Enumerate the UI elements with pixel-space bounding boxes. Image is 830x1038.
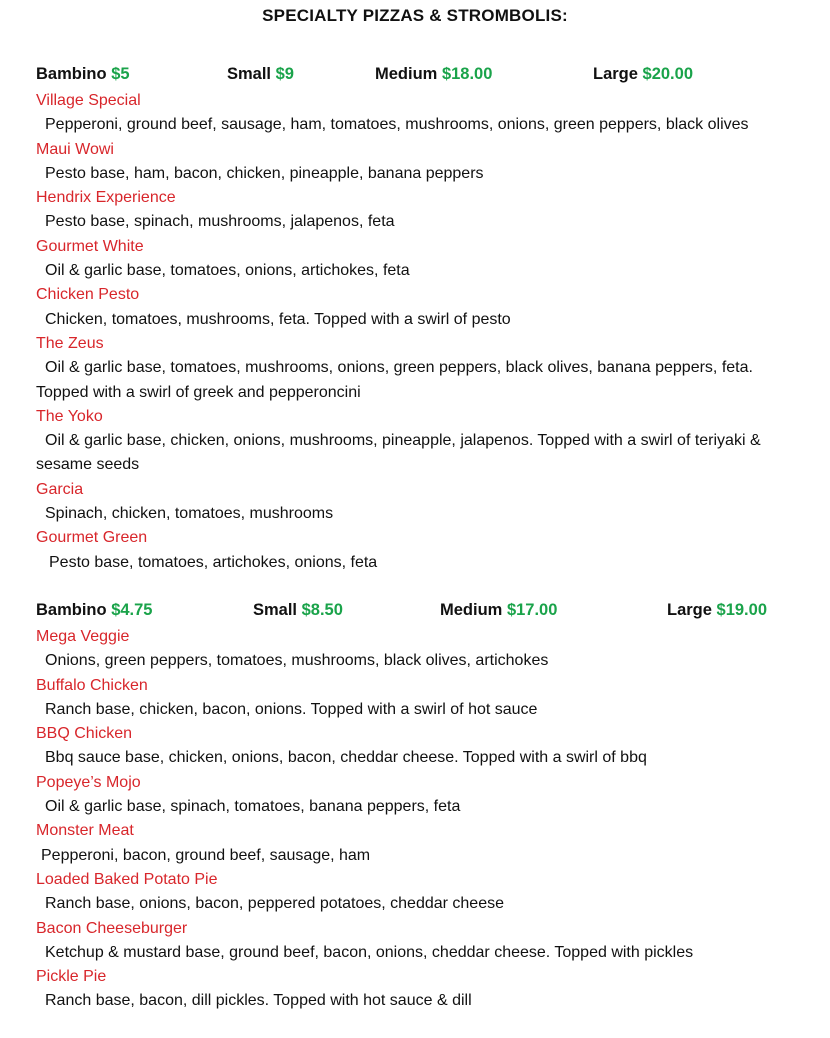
menu-item-name: BBQ Chicken (36, 725, 133, 743)
menu-item-name: Garcia (36, 480, 84, 498)
menu-item-name: Pickle Pie (36, 968, 107, 986)
menu-list-1 (36, 89, 806, 575)
price-value: $8.50 (301, 601, 343, 619)
size-label: Medium (375, 65, 438, 83)
size-label: Small (227, 65, 272, 83)
menu-title: SPECIALTY PIZZAS & STROMBOLIS: (262, 6, 568, 25)
menu-item-desc: Oil & garlic base, tomatoes, onions, artichokes, feta (45, 262, 410, 280)
price-value: $18.00 (441, 65, 493, 83)
price-bambino (36, 601, 152, 620)
menu-item-desc: Ranch base, bacon, dill pickles. Topped with hot sauce & dill (45, 992, 472, 1010)
menu-item-desc: Onions, green peppers, tomatoes, mushrooms, black olives, artichokes (45, 652, 549, 670)
menu-item-name: Bacon Cheeseburger (36, 919, 188, 937)
price-medium (375, 65, 492, 84)
price-value: $20.00 (642, 65, 693, 83)
menu-item-desc: Oil & garlic base, chicken, onions, mushrooms, pineapple, jalapenos. Topped with a swirl of teriyaki & sesame seeds (36, 432, 761, 474)
size-label: Bambino (36, 65, 107, 83)
price-small (253, 601, 343, 620)
price-large (667, 601, 767, 620)
price-medium (440, 601, 557, 620)
size-label: Large (593, 65, 638, 83)
menu-item-name: Loaded Baked Potato Pie (36, 870, 218, 888)
menu-item-desc: Ranch base, chicken, bacon, onions. Topped with a swirl of hot sauce (45, 700, 538, 718)
menu-item-name: The Zeus (36, 334, 104, 352)
menu-item-desc: Oil & garlic base, spinach, tomatoes, banana peppers, feta (45, 798, 461, 816)
menu-item-name: Gourmet Green (36, 529, 148, 547)
menu-item-desc: Pesto base, ham, bacon, chicken, pineapple, banana peppers (45, 164, 484, 182)
price-row-2 (36, 601, 796, 621)
price-row-1 (36, 65, 796, 85)
menu-item-desc: Pepperoni, ground beef, sausage, ham, tomatoes, mushrooms, onions, green peppers, black olives (45, 116, 749, 134)
menu-item-name: Monster Meat (36, 822, 134, 840)
menu-item-desc: Pesto base, tomatoes, artichokes, onions, feta (49, 553, 378, 571)
price-bambino (36, 65, 130, 84)
price-value: $17.00 (506, 601, 558, 619)
menu-item-desc: Spinach, chicken, tomatoes, mushrooms (45, 505, 334, 523)
menu-item-desc: Pesto base, spinach, mushrooms, jalapenos, feta (45, 213, 395, 231)
menu-item-name: Maui Wowi (36, 140, 114, 158)
menu-item-name: Popeye’s Mojo (36, 773, 141, 791)
menu-item-name: The Yoko (36, 407, 103, 425)
menu-item-desc: Chicken, tomatoes, mushrooms, feta. Topped with a swirl of pesto (45, 310, 511, 328)
menu-item-name: Hendrix Experience (36, 189, 176, 207)
menu-item-desc: Bbq sauce base, chicken, onions, bacon, cheddar cheese. Topped with a swirl of bbq (45, 749, 647, 767)
size-label: Small (253, 601, 298, 619)
price-value: $5 (111, 65, 130, 83)
price-small (227, 65, 294, 84)
menu-item-desc: Ranch base, onions, bacon, peppered potatoes, cheddar cheese (45, 895, 504, 913)
price-large (593, 65, 693, 84)
menu-item-name: Village Special (36, 92, 141, 109)
menu-item-name: Gourmet White (36, 237, 144, 255)
menu-item-desc: Pepperoni, bacon, ground beef, sausage, ham (41, 846, 371, 864)
menu-list-2 (36, 625, 806, 1014)
size-label: Large (667, 601, 712, 619)
price-value: $9 (275, 65, 294, 83)
price-value: $19.00 (716, 601, 767, 619)
menu-item-desc: Oil & garlic base, tomatoes, mushrooms, onions, green peppers, black olives, banana peppers, feta. Topped with a swirl of greek and pepperoncini (36, 359, 753, 401)
size-label: Medium (440, 601, 503, 619)
menu-item-name: Buffalo Chicken (36, 676, 148, 694)
menu-item-name: Mega Veggie (36, 628, 130, 645)
size-label: Bambino (36, 601, 107, 619)
price-value: $4.75 (111, 601, 153, 619)
menu-item-desc: Ketchup & mustard base, ground beef, bacon, onions, cheddar cheese. Topped with pickles (45, 943, 694, 961)
menu-item-name: Chicken Pesto (36, 286, 140, 304)
